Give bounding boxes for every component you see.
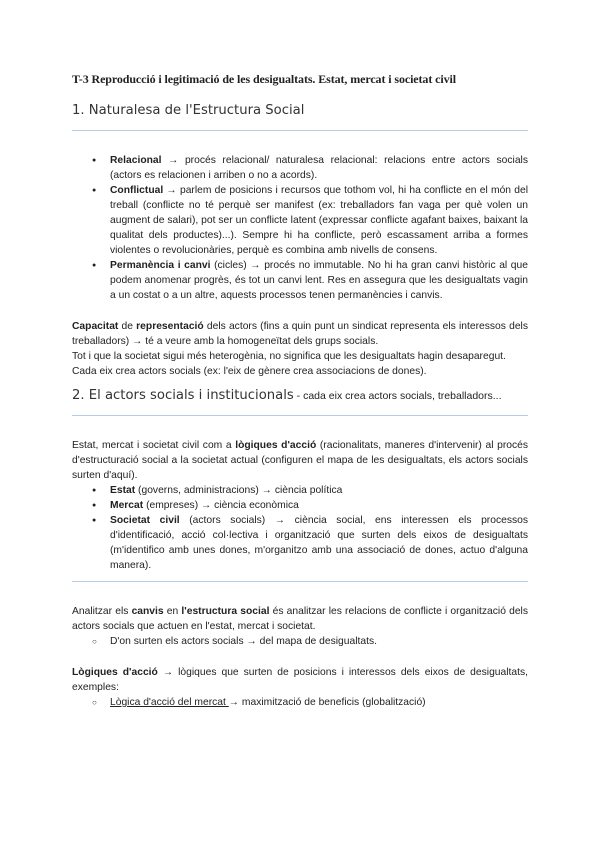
underlined-term: Lògica d'acció del mercat [110, 697, 229, 708]
bold-term: Lògiques d'acció [72, 667, 158, 678]
text-run: en [163, 606, 182, 617]
list-item [110, 695, 528, 710]
list-item [110, 153, 528, 183]
item-term: Relacional [110, 155, 162, 166]
item-text: → parlem de posicions i recursos que tothom vol, hi ha conflicte en el món del treball (conflicte no té perquè ser manifest (ex: treballadors fan vaga per què volen un augment de salari), pot ser un conflicte latent (expressar conflicte agafant baixes, baixant la qualitat dels productes)...). Sempre hi ha conflicte, però escassament arriba a formes violentes o revolucionàries, perquè es combina amb nivells de consens. [110, 185, 528, 256]
heading-subtitle: - cada eix crea actors socials, treballadors... [293, 390, 502, 402]
bold-term: l'estructura social [181, 606, 270, 617]
section-3-list-a [72, 634, 528, 649]
list-item [110, 483, 528, 498]
paragraph-action-logics [72, 665, 528, 695]
paragraph-changes [72, 604, 528, 634]
text-run: Estat, mercat i societat civil com a [72, 440, 236, 451]
paragraph-logics [72, 438, 528, 483]
item-term: Permanència i canvi [110, 260, 211, 271]
item-term: Societat civil [110, 515, 180, 526]
heading-text: 2. El actors socials i institucionals [72, 388, 294, 403]
list-item [110, 513, 528, 573]
text-run: dels actors (fins a quin punt un sindicat representa els interessos dels treballadors) → té a veure amb la homogeneïtat dels grups socials. [72, 321, 528, 347]
section-1-heading: 1. Naturalesa de l'Estructura Social [72, 103, 305, 118]
bold-term: representació [136, 321, 204, 332]
item-term: Estat [110, 485, 136, 496]
document-title: T-3 Reproducció i legitimació de les desigualtats. Estat, mercat i societat civil [72, 72, 456, 86]
text-run: de [118, 321, 137, 332]
item-text: (cicles) → procés no immutable. No hi ha gran canvi històric al que podem anomenar progrès, és tot un canvi lent. Res en assegura que les desigualtats vagin a un costat o a un altre, aquests processos tenen permanències i canvis. [110, 260, 528, 301]
text-run: → lògiques que surten de posicions i interessos dels eixos de desigualtats, exemples: [72, 667, 528, 693]
text-run: Analitzar els [72, 606, 132, 617]
text-run: és analitzar les relacions de conflicte i organització dels actors socials que actuen en l'estat, mercat i societat. [72, 606, 528, 632]
list-item: ○ D'on surten els actors socials → del mapa de desigualtats. [110, 634, 528, 649]
list-item [110, 183, 528, 258]
section-3-list-b [72, 695, 528, 710]
item-text: → procés relacional/ naturalesa relacional: relacions entre actors socials (actors es relacionen i arriben o no a acords). [110, 155, 528, 181]
text-run: (racionalitats, maneres d'intervenir) al procés d'estructuració social a la societat actual (configuren el mapa de les desigualtats, els actors socials surten d'aquí). [72, 440, 529, 481]
item-term: Conflictual [110, 185, 164, 196]
section-2-heading [72, 388, 528, 403]
section-1-list [72, 153, 528, 303]
list-item [110, 258, 528, 303]
document-page [72, 62, 528, 710]
paragraph-heterogeneity: Tot i que la societat sigui més heterogènia, no significa que les desigualtats hagin desaparegut. [72, 351, 506, 362]
text-run: → maximització de beneficis (globalització) [228, 697, 426, 708]
bold-term: canvis [131, 606, 164, 617]
bold-term: lògiques d'acció [235, 440, 317, 451]
list-item [110, 498, 528, 513]
item-text: (empreses) → ciència econòmica [143, 500, 299, 511]
section-2-list [72, 483, 528, 573]
item-text: (actors socials) → ciència social, ens interessen els processos d'identificació, acció col·lectiva i organització que surten dels eixos de desigualtats (m'identifico amb unes dones, m'organitzo amb una associació de dones, actuo d'alguna manera). [110, 515, 528, 571]
bold-term: Capacitat [72, 321, 119, 332]
item-text: (governs, administracions) → ciència política [135, 485, 343, 496]
item-term: Mercat [110, 500, 144, 511]
paragraph-representation [72, 319, 528, 349]
paragraph-axis: Cada eix crea actors socials (ex: l'eix de gènere crea associacions de dones). [72, 366, 427, 377]
